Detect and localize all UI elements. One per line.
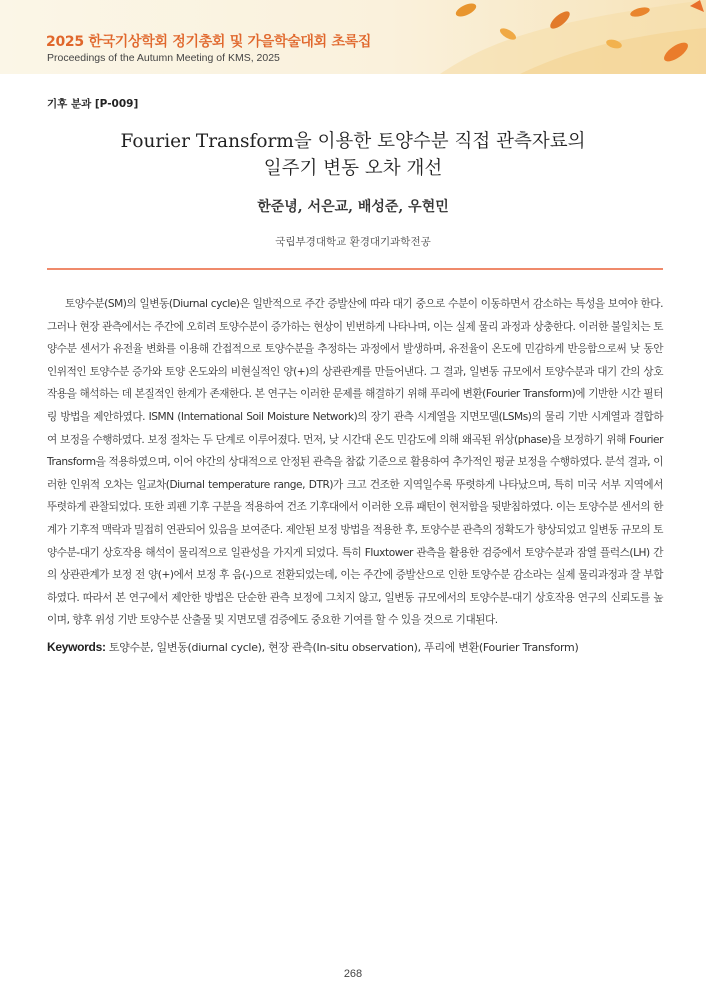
page-header (0, 0, 706, 74)
paper-title-line-1: Fourier Transform을 이용한 토양수분 직접 관측자료의 (120, 131, 586, 152)
section-label: 기후 분과 [P-009] (47, 98, 139, 110)
keywords-label: Keywords: (47, 640, 106, 654)
keywords (47, 639, 663, 655)
divider-rule (47, 268, 663, 270)
header-title: 2025 한국기상학회 정기총회 및 가을학술대회 초록집 (46, 34, 372, 50)
paper-title (0, 128, 706, 182)
abstract-text: 토양수분(SM)의 일변동(Diurnal cycle)은 일반적으로 주간 증발산에 따라 대기 중으로 수분이 이동하면서 감소하는 특성을 보여야 한다. 그러나 현장 관측에서는 주간에 오히려 토양수분이 증가하는 현상이 빈번하게 나타나며, 이는 실제 물리 과정과 상충한다. 이러한 불일치는 토양수분 센서가 유전율 변화를 이용해 간접적으로 토양수분을 추정하는 과정에서 발생하며, 유전율이 온도에 민감하게 반응함으로써 낮 동안 인위적인 토양수분 증가와 토양 온도와의 비현실적인 양(+)의 상관관계를 만들어낸다. 그 결과, 일변동 규모에서 토양수분과 대기 간의 상호작용을 해석하는 데 본질적인 한계가 존재한다. 본 연구는 이러한 문제를 해결하기 위해 푸리에 변환(Fourier Transform)에 기반한 시간 필터링 방법을 제안하였다. ISMN (International Soil Moisture Network)의 장기 관측 시계열을 지면모델(LSMs)의 물리 기반 시계열과 결합하여 보정을 수행하였다. 보정 절차는 두 단계로 이루어졌다. 먼저, 낮 시간대 온도 민감도에 의해 왜곡된 위상(phase)을 보정하기 위해 Fourier Transform을 적용하였으며, 이어 야간의 상대적으로 안정된 관측을 참값 기준으로 활용하여 추가적인 평균 보정을 수행하였다. 분석 결과, 이러한 인위적 오차는 일교차(Diurnal temperature range, DTR)가 크고 건조한 지역일수록 뚜렷하게 나타났으며, 특히 미국 서부 지역에서 뚜렷하게 관찰되었다. 또한 쾨펜 기후 구분을 적용하여 건조 기후대에서 이러한 오류 패턴이 현저함을 뒷받침하였다. 이는 토양수분 센서의 한계가 기후적 맥락과 밀접히 연관되어 있음을 보여준다. 제안된 보정 방법을 적용한 후, 토양수분 관측의 정확도가 향상되었고 일변동 규모의 토양수분-대기 상호작용 해석이 물리적으로 일관성을 가지게 되었다. 특히 Fluxtower 관측을 활용한 검증에서 토양수분과 잠열 플럭스(LH) 간의 상관관계가 보정 전 양(+)에서 보정 후 음(-)으로 전환되었는데, 이는 주간에 증발산으로 인한 토양수분 감소라는 실제 물리과정과 잘 부합하였다. 따라서 본 연구에서 제안한 방법은 단순한 관측 보정에 그치지 않고, 일변동 규모에서의 토양수분-대기 상호작용 연구의 신뢰도를 높이며, 향후 위성 기반 토양수분 산출물 및 지면모델 검증에도 중요한 기여를 할 수 있을 것으로 기대된다. (47, 298, 664, 627)
abstract (47, 293, 663, 632)
paper-title-line-2: 일주기 변동 오차 개선 (263, 158, 443, 179)
autumn-leaves-decoration (400, 0, 706, 74)
page-number: 268 (343, 968, 363, 980)
affiliation: 국립부경대학교 환경대기과학전공 (275, 236, 431, 248)
authors: 한준녕, 서은교, 배성준, 우현민 (257, 199, 449, 215)
keywords-text: 토양수분, 일변동(diurnal cycle), 현장 관측(In-situ observation), 푸리에 변환(Fourier Transform) (108, 641, 579, 654)
header-subtitle: Proceedings of the Autumn Meeting of KMS, 2025 (47, 52, 280, 64)
